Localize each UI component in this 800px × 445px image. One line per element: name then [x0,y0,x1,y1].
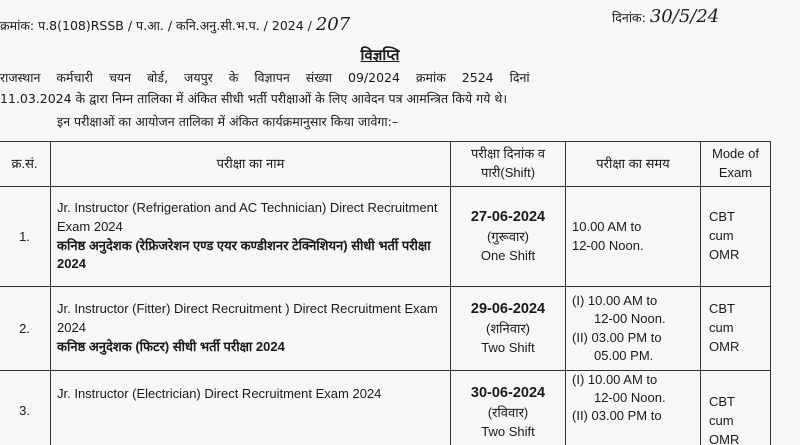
time-line: 12-00 Noon. [594,390,666,406]
exam-name-hindi: कनिष्ठ अनुदेशक (रेफ्रिजरेशन एण्ड एयर कण्डीशनर टेक्निशियन) सीधी भर्ती परीक्षा 2024 [57,237,431,272]
time-line: (II) 03.00 PM to [572,408,662,424]
reference-number-handwritten: 207 [315,14,351,35]
row-sno: 1. [0,187,51,287]
row-sno: 3. [0,371,51,445]
row-exam-mode [701,371,771,445]
exam-day: (गुरूवार) [487,229,529,245]
date-label: दिनांक: [612,10,646,25]
row-exam-name [51,287,451,371]
mode-line: CBT [709,301,735,317]
mode-line: CBT [709,209,735,225]
exam-date: 27-06-2024 [470,209,546,226]
time-line: 05.00 PM. [594,347,654,363]
exam-date: 29-06-2024 [470,301,546,318]
time-line: 10.00 AM to [572,219,642,235]
exam-name-hindi: कनिष्ठ अनुदेशक (फिटर) सीधी भर्ती परीक्षा 2024 [57,338,285,354]
exam-shift: Two Shift [481,423,535,439]
paragraph-line-3: इन परीक्षाओं का आयोजन तालिका में अंकित कार्यक्रमानुसार किया जावेगा:– [57,114,399,129]
reference-prefix: क्रमांक: प.8(108)RSSB / प.आ. / कनि.अनु.सी.भ.प. / 2024 / [0,18,312,33]
table-row [0,187,771,287]
table-header-row [0,142,771,187]
time-line: 12-00 Noon. [594,311,666,327]
exam-day: (शनिवार) [486,321,530,337]
table-row [0,287,771,371]
exam-shift: Two Shift [481,340,535,355]
header-exam-date: परीक्षा दिनांक व पारी(Shift) [451,142,566,187]
exam-name-english: Jr. Instructor (Fitter) Direct Recruitment ) Direct Recruitment Exam 2024 [57,301,438,336]
date-value: 30/5/24 [649,6,720,27]
row-exam-mode [701,187,771,287]
row-exam-date [451,187,566,287]
mode-line: OMR [709,431,740,445]
header-exam-mode: Mode of Exam [701,142,771,187]
time-line: 12-00 Noon. [572,237,644,253]
mode-line: cum [709,320,734,336]
table-row [0,371,771,445]
mode-line: CBT [709,394,735,409]
row-exam-name [51,187,451,287]
row-exam-time [566,371,701,445]
paragraph-line-1: राजस्थान कर्मचारी चयन बोर्ड, जयपुर के विज्ञापन संख्या 09/2024 क्रमांक 2524 दिनां [0,70,530,85]
exam-day: (रविवार) [487,405,529,421]
header-exam-time: परीक्षा का समय [566,142,701,187]
row-exam-date [451,287,566,371]
notice-date [612,6,719,27]
row-sno: 2. [0,287,51,371]
mode-line: OMR [709,338,740,354]
row-exam-time [566,287,701,371]
mode-line: cum [709,412,734,428]
notice-title: विज्ञप्ति [360,46,400,64]
row-exam-name [51,371,451,445]
exam-name-english: Jr. Instructor (Electrician) Direct Recruitment Exam 2024 [57,386,382,401]
reference-number [0,14,350,35]
exam-schedule-table [0,141,771,445]
exam-name-english: Jr. Instructor (Refrigeration and AC Technician) Direct Recruitment Exam 2024 [57,199,438,234]
exam-date: 30-06-2024 [470,385,546,401]
time-line: (II) 03.00 PM to [572,329,662,345]
mode-line: OMR [709,246,740,262]
header-exam-name: परीक्षा का नाम [51,142,451,187]
row-exam-date [451,371,566,445]
row-exam-time [566,187,701,287]
time-line: (I) 10.00 AM to [572,293,658,309]
row-exam-mode [701,287,771,371]
time-line: (I) 10.00 AM to [572,372,658,387]
header-sno: क्र.सं. [0,142,51,187]
exam-shift: One Shift [480,248,536,263]
paragraph-line-2: 11.03.2024 के द्वारा निम्न तालिका में अंकित सीधी भर्ती परीक्षाओं के लिए आवेदन पत्र आमन्त्रित किये गये थे। [0,91,508,106]
mode-line: cum [709,228,734,244]
